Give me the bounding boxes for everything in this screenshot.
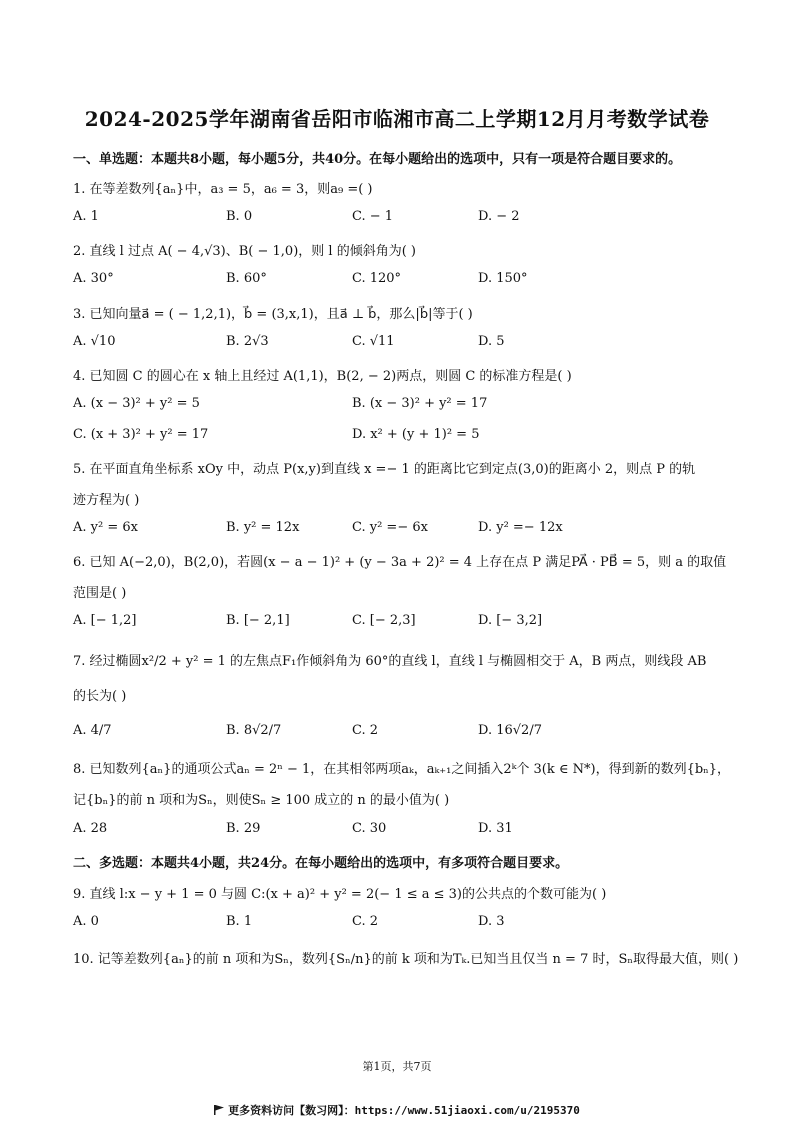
question-1-stem: 1. 在等差数列{aₙ}中，a₃ = 5，a₆ = 3，则a₉ =( ) xyxy=(73,182,373,197)
question-2-stem: 2. 直线 l 过点 A( − 4,√3)、B( − 1,0)，则 l 的倾斜角为( ) xyxy=(73,244,416,259)
question-3-options xyxy=(73,334,733,352)
option-b: B. y² = 12x xyxy=(226,520,300,535)
option-d: D. 5 xyxy=(478,334,505,349)
option-d: D. 3 xyxy=(478,914,505,929)
option-d: D. − 2 xyxy=(478,209,520,224)
option-c: C. 2 xyxy=(352,723,379,738)
question-4-stem: 4. 已知圆 C 的圆心在 x 轴上且经过 A(1,1)，B(2, − 2)两点，则圆 C 的标准方程是( ) xyxy=(73,369,572,384)
section-heading-single-choice: 一、单选题：本题共8小题，每小题5分，共40分。在每小题给出的选项中，只有一项是符合题目要求的。 xyxy=(73,152,682,167)
option-b: B. 8√2/7 xyxy=(226,723,282,738)
option-c: C. y² =− 6x xyxy=(352,520,428,535)
promo-banner[interactable] xyxy=(0,1102,794,1118)
option-b: B. 1 xyxy=(226,914,253,929)
option-d: D. 16√2/7 xyxy=(478,723,542,738)
option-b: B. 29 xyxy=(226,821,261,836)
flag-icon xyxy=(214,1105,224,1115)
question-7-stem-line2: 的长为( ) xyxy=(73,689,127,704)
question-10-stem: 10. 记等差数列{aₙ}的前 n 项和为Sₙ，数列{Sₙ/n}的前 k 项和为Tₖ.已知当且仅当 n = 7 时，Sₙ取得最大值，则( ) xyxy=(73,952,739,967)
option-c: C. 120° xyxy=(352,271,402,286)
question-9-options xyxy=(73,914,733,932)
question-9-stem: 9. 直线 l:x − y + 1 = 0 与圆 C:(x + a)² + y² = 2(− 1 ≤ a ≤ 3)的公共点的个数可能为( ) xyxy=(73,887,607,902)
question-4-options-row2 xyxy=(73,427,733,445)
option-a: A. [− 1,2] xyxy=(73,613,137,628)
page-title: 2024-2025学年湖南省岳阳市临湘市高二上学期12月月考数学试卷 xyxy=(84,107,710,131)
question-8-stem-line1: 8. 已知数列{aₙ}的通项公式aₙ = 2ⁿ − 1，在其相邻两项aₖ，aₖ₊₁之间插入2ᵏ个 3(k ∈ N*)，得到新的数列{bₙ}， xyxy=(73,762,731,777)
question-1-options xyxy=(73,209,733,227)
option-c: C. √11 xyxy=(352,334,395,349)
option-c: C. − 1 xyxy=(352,209,394,224)
option-d: D. [− 3,2] xyxy=(478,613,543,628)
question-6-stem-line1: 6. 已知 A(−2,0)，B(2,0)，若圆(x − a − 1)² + (y − 3a + 2)² = 4 上存在点 P 满足PA⃗ · PB⃗ = 5，则 a 的取值 xyxy=(73,555,727,570)
question-8-options xyxy=(73,821,733,839)
option-b: B. [− 2,1] xyxy=(226,613,290,628)
option-a: A. 1 xyxy=(73,209,99,224)
option-c: C. 2 xyxy=(352,914,379,929)
option-a: A. (x − 3)² + y² = 5 xyxy=(73,396,200,411)
section-heading-multiple-choice: 二、多选题：本题共4小题，共24分。在每小题给出的选项中，有多项符合题目要求。 xyxy=(73,856,569,871)
page-number: 第1页，共7页 xyxy=(362,1060,432,1073)
question-5-stem-line2: 迹方程为( ) xyxy=(73,493,140,508)
question-8-stem-line2: 记{bₙ}的前 n 项和为Sₙ，则使Sₙ ≥ 100 成立的 n 的最小值为( ) xyxy=(73,793,450,808)
option-a: A. 28 xyxy=(73,821,108,836)
option-c: C. 30 xyxy=(352,821,387,836)
question-5-options xyxy=(73,520,733,538)
option-d: D. y² =− 12x xyxy=(478,520,563,535)
option-a: A. y² = 6x xyxy=(73,520,138,535)
option-b: B. 2√3 xyxy=(226,334,269,349)
question-7-options xyxy=(73,723,733,741)
option-d: D. x² + (y + 1)² = 5 xyxy=(352,427,480,442)
question-5-stem-line1: 5. 在平面直角坐标系 xOy 中，动点 P(x,y)到直线 x =− 1 的距离比它到定点(3,0)的距离小 2，则点 P 的轨 xyxy=(73,462,696,477)
option-b: B. 60° xyxy=(226,271,267,286)
option-a: A. 4/7 xyxy=(73,723,112,738)
option-a: A. √10 xyxy=(73,334,116,349)
option-a: A. 0 xyxy=(73,914,99,929)
promo-banner-text[interactable]: 更多资料访问【数习网】：https://www.51jiaoxi.com/u/2195370 xyxy=(228,1104,580,1117)
option-c: C. [− 2,3] xyxy=(352,613,416,628)
option-d: D. 31 xyxy=(478,821,513,836)
option-c: C. (x + 3)² + y² = 17 xyxy=(73,427,209,442)
option-a: A. 30° xyxy=(73,271,114,286)
question-7-stem-line1: 7. 经过椭圆x²/2 + y² = 1 的左焦点F₁作倾斜角为 60°的直线 l，直线 l 与椭圆相交于 A，B 两点，则线段 AB xyxy=(73,654,707,669)
option-b: B. (x − 3)² + y² = 17 xyxy=(352,396,488,411)
question-3-stem: 3. 已知向量a⃗ = ( − 1,2,1)，b⃗ = (3,x,1)，且a⃗ ⊥ b⃗，那么|b⃗|等于( ) xyxy=(73,307,473,322)
question-6-stem-line2: 范围是( ) xyxy=(73,586,127,601)
option-d: D. 150° xyxy=(478,271,528,286)
question-2-options xyxy=(73,271,733,289)
option-b: B. 0 xyxy=(226,209,253,224)
question-6-options xyxy=(73,613,733,631)
question-4-options-row1 xyxy=(73,396,733,414)
